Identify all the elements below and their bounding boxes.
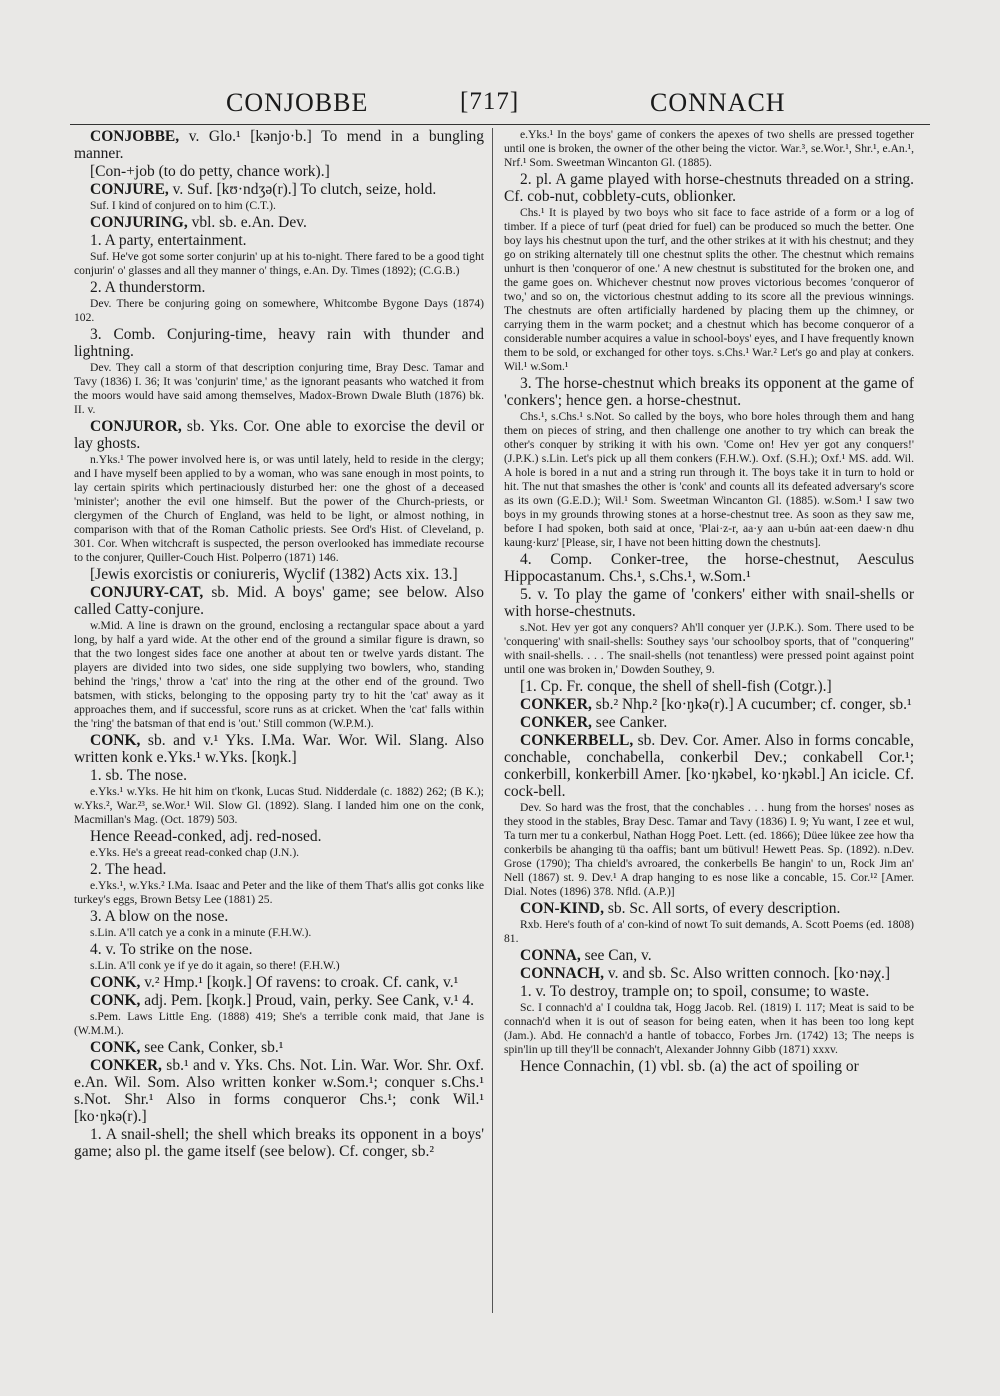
entry-text: sb. Yks. Cor. One able to exorcise the devil or lay ghosts. (74, 418, 484, 452)
citation-paragraph (504, 128, 914, 170)
entry-text: e.Yks.¹ w.Yks. He hit him on t'konk, Lucas Stud. Nidderdale (c. 1882) 262; (B K.); w.Yks.², War.²³, se.Wor.¹ Wil. Slow Gl. (1892). Slang. I landed him one on the conk, Macmillan's Mag. (Oct. 1879) 503. (74, 785, 484, 826)
headword: CONKERBELL, (520, 732, 634, 749)
entry-text: v. Suf. [kʊ·ndʒə(r).] To clutch, seize, hold. (168, 181, 437, 198)
citation-paragraph (74, 785, 484, 827)
entry-text: Chs.¹, s.Chs.¹ s.Not. So called by the boys, who bore holes through them and hang them on pieces of string, and then challenge one another to try which can break the other's conquer by striking it with his own. 'Come on! Hev yer got any conquers!' (J.P.K.) s.Lin. Let's pick up all them conkers (F.H.W.). Oxf. (S.H.); Oxf.¹ MS. add. Wil. A hole is bored in a nut and a string run through it. The boys take it in turn to hold or hit. The nut that smashes the other is 'conk' and counts all its defeated adversary's score as its own (G.E.D.); Wil.¹ Som. Sweetman Wincanton Gl. (1885). w.Som.¹ I saw two boys in my grounds throwing stones at a horse-chestnut tree. As soon as they saw me, before I had spoken, both said at once, 'Plai·z-r, aa·y aan u-bún aat·een daew·n dhu kaung·kurz' [Please, sir, I have not been hitting down the chestnuts]. (504, 410, 914, 549)
entry-text: see Canker. (591, 714, 668, 731)
citation-paragraph (504, 621, 914, 677)
sense-paragraph (74, 1126, 484, 1160)
citation-paragraph (504, 918, 914, 946)
dictionary-entry (74, 128, 484, 162)
dictionary-entry (504, 732, 914, 800)
headword: CON-KIND, (520, 900, 604, 917)
entry-text: [Con-+job (to do petty, chance work).] (90, 163, 330, 180)
citation-paragraph (74, 361, 484, 417)
citation-paragraph (74, 926, 484, 940)
entry-text: Dev. They call a storm of that description conjuring time, Bray Desc. Tamar and Tavy (1836) I. 36; It was 'conjurin' time,' as the ignorant peasants who watched it from the moors would have said among themselves, Madox-Brown Dwale Bluth (1876) bk. II. v. (74, 361, 484, 416)
dictionary-entry (504, 965, 914, 982)
sense-paragraph (504, 678, 914, 695)
entry-text: 1. v. To destroy, trample on; to spoil, consume; to waste. (520, 983, 870, 1000)
entry-text: s.Lin. A'll catch ye a conk in a minute (F.H.W.). (90, 926, 312, 939)
headword: CONNA, (520, 947, 581, 964)
headword: CONJURE, (90, 181, 169, 198)
sense-paragraph (504, 551, 914, 585)
entry-text: Dev. There be conjuring going on somewhere, Whitcombe Bygone Days (1874) 102. (74, 297, 484, 324)
entry-text: e.Yks.¹, w.Yks.² I.Ma. Isaac and Peter and the like of them That's allis got conks like turkey's eggs, Brown Betsy Lee (1881) 25. (74, 879, 484, 906)
entry-text: see Cank, Conker, sb.¹ (140, 1039, 284, 1056)
citation-paragraph (504, 801, 914, 899)
entry-text: 4. Comp. Conker-tree, the horse-chestnut, Aesculus Hippocastanum. Chs.¹, s.Chs.¹, w.Som.¹ (504, 551, 914, 585)
headword: CONK, (90, 992, 141, 1009)
right-column (504, 128, 914, 1313)
dictionary-entry (74, 1039, 484, 1056)
dictionary-entry (504, 696, 914, 713)
sense-paragraph (74, 279, 484, 296)
sense-paragraph (74, 163, 484, 180)
entry-text: 5. v. To play the game of 'conkers' either with snail-shells or with horse-chestnuts. (504, 586, 914, 620)
entry-text: sb. and v.¹ Yks. I.Ma. War. Wor. Wil. Slang. Also written konk e.Yks.¹ w.Yks. [koŋk.] (74, 732, 484, 766)
sense-paragraph (74, 908, 484, 925)
entry-text: 3. Comb. Conjuring-time, heavy rain with thunder and lightning. (74, 326, 484, 360)
sense-paragraph (74, 326, 484, 360)
dictionary-entry (504, 947, 914, 964)
sense-paragraph (74, 941, 484, 958)
headword: CONJOBBE, (90, 128, 180, 145)
entry-text: [1. Cp. Fr. conque, the shell of shell-fish (Cotgr.).] (520, 678, 832, 695)
entry-text: e.Yks. He's a greeat read-conked chap (J.N.). (90, 846, 300, 859)
header-rule (70, 124, 930, 125)
sense-paragraph (504, 1058, 914, 1075)
entry-text: s.Lin. A'll conk ye if ye do it again, so there! (F.H.W.) (90, 959, 340, 972)
sense-paragraph (74, 861, 484, 878)
dictionary-entry (74, 974, 484, 991)
headword: CONK, (90, 974, 141, 991)
entry-text: 1. A party, entertainment. (90, 232, 247, 249)
dictionary-entry (74, 992, 484, 1009)
column-divider (492, 128, 493, 1313)
entry-text: Rxb. Here's fouth of a' con-kind of nowt To suit demands, A. Scott Poems (ed. 1808) 81. (504, 918, 914, 945)
entry-text: sb. Dev. Cor. Amer. Also in forms concable, conchable, conchabella, conkerbil Dev.; conkabell Cor.¹; conkerbill, konkerbill Amer. [ko·ŋkəbel, ko·ŋkəbl.] An icicle. Cf. cock-bell. (504, 732, 914, 800)
sense-paragraph (74, 828, 484, 845)
entry-text: vbl. sb. e.An. Dev. (187, 214, 307, 231)
entry-text: 1. A snail-shell; the shell which breaks its opponent in a boys' game; also pl. the game itself (see below). Cf. conger, sb.² (74, 1126, 484, 1160)
entry-text: 4. v. To strike on the nose. (90, 941, 253, 958)
entry-text: s.Pem. Laws Little Eng. (1888) 419; She's a terrible conk maid, that Jane is (W.M.M.). (74, 1010, 484, 1037)
citation-paragraph (74, 1010, 484, 1038)
entry-text: e.Yks.¹ In the boys' game of conkers the apexes of two shells are pressed together until one is broken, the owner of the other being the victor. War.³, se.Wor.¹, Shr.¹, e.An.¹, Nrf.¹ Som. Sweetman Wincanton Gl. (1885). (504, 128, 914, 169)
entry-text: v.² Hmp.¹ [koŋk.] Of ravens: to croak. Cf. cank, v.¹ (140, 974, 459, 991)
dictionary-entry (74, 732, 484, 766)
entry-text: v. Glo.¹ [kənjo·b.] To mend in a bungling manner. (74, 128, 484, 162)
dictionary-entry (74, 584, 484, 618)
entry-text: see Can, v. (580, 947, 652, 964)
entry-text: n.Yks.¹ The power involved here is, or was until lately, held to reside in the clergy; and I have myself been applied to by a woman, who was sane enough in most points, to lay certain spirits which pertinaciously disturbed her: one the ghost of a deceased 'minister'; another the evil one himself. But the power of the Church-priests, or clergymen of the Church of England, was held to be light, or almost nothing, in comparison with that of the Roman Catholic priests. See Ord's Hist. of Cleveland, p. 301. Cor. When witchcraft is suspected, the person overlooked has immediate recourse to the conjurer, Quiller-Couch Hist. Polperro (1871) 146. (74, 453, 484, 564)
sense-paragraph (504, 586, 914, 620)
entry-text: v. and sb. Sc. Also written connoch. [ko·nəχ.] (603, 965, 891, 982)
entry-text: 2. The head. (90, 861, 167, 878)
entry-text: Hence Connachin, (1) vbl. sb. (a) the act of spoiling or (520, 1058, 859, 1075)
citation-paragraph (74, 199, 484, 213)
headword: CONNACH, (520, 965, 604, 982)
citation-paragraph (74, 959, 484, 973)
sense-paragraph (74, 232, 484, 249)
dictionary-entry (74, 418, 484, 452)
entry-text: [Jewis exorcistis or coniureris, Wyclif (1382) Acts xix. 13.] (90, 566, 458, 583)
entry-text: sb.¹ and v. Yks. Chs. Not. Lin. War. Wor. Shr. Oxf. e.An. Wil. Som. Also written konker w.Som.¹; conquer s.Chs.¹ s.Not. Shr.¹ Also in forms conqueror Chs.¹; conk Wil.¹ [ko·ŋkə(r).] (74, 1057, 484, 1125)
entry-text: 3. A blow on the nose. (90, 908, 229, 925)
citation-paragraph (74, 453, 484, 565)
citation-paragraph (74, 846, 484, 860)
headword: CONK, (90, 1039, 141, 1056)
entry-text: sb. Mid. A boys' game; see below. Also called Catty-conjure. (74, 584, 484, 618)
entry-text: Suf. I kind of conjured on to him (C.T.). (90, 199, 276, 212)
entry-text: Sc. I connach'd a' I couldna tak, Hogg Jacob. Rel. (1819) I. 117; Meat is said to be connach'd when it is out of season for being eaten, when it has been too long kept (Jam.). Abd. He connach'd a hantle of tobacco, Forbes Jrn. (1742) 13; The neeps is spin'lin up till they'll be connach't, Alexander Johnny Gibb (1871) xxxv. (504, 1001, 914, 1056)
headword: CONKER, (520, 696, 592, 713)
header-right-word: CONNACH (650, 88, 786, 117)
entry-text: Dev. So hard was the frost, that the conchables . . . hung from the horses' noses as they stood in the stables, Bray Desc. Tamar and Tavy (1836) I. 9; Yu want, I zee et wul, Ta turn mer tu a conkerbul, Nathan Hogg Poet. Lett. (ed. 1866); Düee lükee zee how tha conkerbils be ahanging tü tha oaffis; bant um bütivul! Hewett Peas. Sp. (1892). n.Dev. Grose (1790); Tha chield's avroared, the conkerbells Be hangin' to un, Rock Jim an' Nell (1867) st. 9. Dev.¹ A drap hanging to es nose like a concable, 15. Cor.¹² [Amer. Dial. Notes (1896) 378. Nfld. (A.P.)] (504, 801, 914, 898)
citation-paragraph (504, 410, 914, 550)
entry-text: w.Mid. A line is drawn on the ground, enclosing a rectangular space about a yard long, by half a yard wide. At the other end of the ground a similar figure is drawn, so that the two longest sides face one another at about ten or twelve yards distant. The players are divided into two sides, one side supplying two bowlers, who, standing behind the 'rings,' throw a 'cat' into the ring at the other end of the ground. Two batsmen, with sticks, belonging to the opposing party try to hit the 'cat' away as it approaches them, and if successful, score runs as at cricket. When the 'cat' falls within the 'ring' the batsman of that end is 'out.' Still common (W.P.M.). (74, 619, 484, 730)
citation-paragraph (504, 206, 914, 374)
headword: CONJUROR, (90, 418, 182, 435)
citation-paragraph (74, 879, 484, 907)
dictionary-entry (74, 1057, 484, 1125)
headword: CONKER, (90, 1057, 162, 1074)
headword: CONKER, (520, 714, 592, 731)
dictionary-entry (504, 714, 914, 731)
sense-paragraph (74, 566, 484, 583)
citation-paragraph (504, 1001, 914, 1057)
entry-text: 1. sb. The nose. (90, 767, 188, 784)
entry-text: Suf. He've got some sorter conjurin' up at his to-night. There fared to be a good tight conjurin' o' glasses and all they manner o' things, e.An. Dy. Times (1892); (C.G.B.) (74, 250, 484, 277)
dictionary-entry (74, 181, 484, 198)
entry-text: Hence Reead-conked, adj. red-nosed. (90, 828, 322, 845)
entry-text: Chs.¹ It is played by two boys who sit face to face astride of a form or a log of timber. If a piece of turf (peat dried for fuel) can be produced so much the better. One boy lays his chestnut upon the turf, and the other strikes at it with his chestnut; and they go on striking alternately till one chestnut splits the other. The chestnut which remains unhurt is then 'conqueror of one.' A new chestnut is substituted for the broken one, and the game goes on. Whichever chestnut now proves victorious becomes 'conqueror of two,' and so on, the victorious chestnut adding to its score all the previous winnings. The chestnuts are often artificially hardened by placing them up the chimney, or carrying them in the warm pocket; and a chestnut which has become conqueror of a considerable number acquires a value in school-boys' eyes, and I have frequently known them to be sold, or exchanged for other toys. s.Chs.¹ War.² Let's go and play at conkers. Wil.¹ w.Som.¹ (504, 206, 914, 373)
dictionary-entry (504, 900, 914, 917)
sense-paragraph (74, 767, 484, 784)
page-header (70, 88, 930, 128)
sense-paragraph (504, 171, 914, 205)
entry-text: 3. The horse-chestnut which breaks its opponent at the game of 'conkers'; hence gen. a horse-chestnut. (504, 375, 914, 409)
header-left-word: CONJOBBE (226, 88, 369, 117)
entry-text: 2. pl. A game played with horse-chestnuts threaded on a string. Cf. cob-nut, cobblety-cuts, oblionker. (504, 171, 914, 205)
sense-paragraph (504, 983, 914, 1000)
page-number: [717] (460, 88, 520, 115)
entry-text: adj. Pem. [koŋk.] Proud, vain, perky. See Cank, v.¹ 4. (140, 992, 474, 1009)
headword: CONK, (90, 732, 141, 749)
citation-paragraph (74, 297, 484, 325)
citation-paragraph (74, 619, 484, 731)
sense-paragraph (504, 375, 914, 409)
entry-text: sb. Sc. All sorts, of every description. (603, 900, 841, 917)
dictionary-entry (74, 214, 484, 231)
entry-text: s.Not. Hev yer got any conquers? Ah'll conquer yer (J.P.K.). Som. There used to be 'conquering' with snail-shells: Southey says 'our schoolboy sports, that of "conquering" with snail-shells. . . . The snail-shells (not tenantless) were pressed point against point until one was broken in,' Dowden Southey, 9. (504, 621, 914, 676)
citation-paragraph (74, 250, 484, 278)
entry-text: sb.² Nhp.² [ko·ŋkə(r).] A cucumber; cf. conger, sb.¹ (591, 696, 912, 713)
headword: CONJURY-CAT, (90, 584, 204, 601)
left-column (74, 128, 484, 1313)
headword: CONJURING, (90, 214, 188, 231)
entry-text: 2. A thunderstorm. (90, 279, 206, 296)
